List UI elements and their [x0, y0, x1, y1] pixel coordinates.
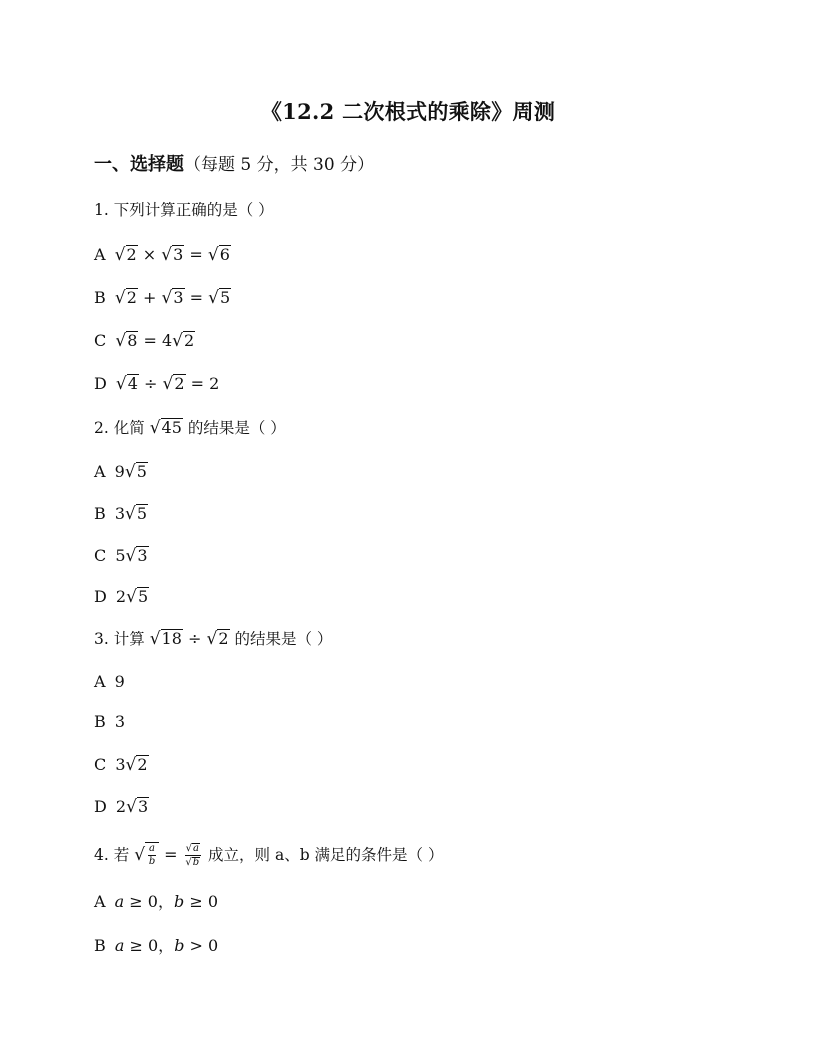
coefficient: 2 [115, 587, 127, 606]
operator: = [189, 245, 203, 264]
operator: ÷ [144, 374, 158, 393]
option-letter: C [94, 755, 107, 774]
option-letter: D [94, 797, 107, 816]
page-title: 《12.2 二次根式的乘除》周测 [260, 99, 556, 124]
option-letter: B [94, 712, 106, 731]
sqrt-symbol: √ [125, 546, 137, 566]
option-letter: B [94, 288, 106, 307]
sqrt-symbol: √ [125, 504, 136, 524]
q3-option-b [94, 714, 125, 730]
operator: × [142, 245, 157, 264]
sqrt-symbol: √ [149, 418, 161, 438]
radicand: 2 [184, 331, 195, 350]
question-number: 1. [94, 201, 109, 219]
sqrt-symbol: √ [206, 629, 218, 649]
condition-b: ≥ 0 [189, 892, 218, 911]
numerator: a [149, 843, 155, 854]
question-2 [94, 418, 286, 437]
radicand: 3 [137, 797, 149, 816]
q4-option-b [94, 938, 218, 954]
operator: + [142, 288, 157, 307]
question-number: 3. [94, 630, 109, 648]
question-4 [94, 842, 443, 868]
question-text-pre: 化简 [113, 419, 145, 437]
question-number: 2. [94, 419, 109, 437]
radicand: 2 [218, 629, 229, 648]
denominator: b [192, 857, 200, 868]
sqrt-symbol: √ [115, 331, 127, 351]
radicand: 5 [136, 504, 148, 523]
radicand: 5 [136, 462, 147, 481]
q3-option-c [94, 755, 149, 774]
question-text-pre: 若 [113, 846, 130, 864]
option-letter: A [94, 462, 106, 481]
sqrt-symbol: √ [134, 845, 146, 865]
radicand: 5 [219, 288, 231, 307]
option-value: 9 [114, 672, 125, 691]
sqrt-symbol: √ [115, 374, 127, 394]
sqrt-symbol: √ [114, 245, 126, 265]
option-letter: C [94, 546, 107, 565]
option-letter: C [94, 331, 107, 350]
q2-option-d [94, 587, 149, 606]
q1-option-b [94, 288, 231, 307]
option-letter: A [94, 672, 106, 691]
denominator: b [148, 856, 156, 867]
q2-option-c [94, 546, 149, 565]
question-1 [94, 203, 274, 219]
option-letter: B [94, 936, 106, 955]
sqrt-symbol: √ [114, 288, 126, 308]
section-heading [94, 150, 374, 176]
radicand: 2 [126, 245, 137, 264]
q1-option-d [94, 374, 219, 393]
option-letter: D [94, 374, 107, 393]
sqrt-symbol: √ [185, 857, 192, 868]
option-letter: D [94, 587, 107, 606]
q3-option-a [94, 674, 125, 690]
q1-option-c [94, 331, 195, 350]
section-scoring-note: （每题 5 分，共 30 分） [184, 155, 375, 175]
condition-formula [134, 843, 208, 868]
option-letter: A [94, 245, 106, 264]
option-value: 3 [114, 712, 126, 731]
coefficient: 3 [115, 755, 126, 774]
radicand: 18 [161, 629, 182, 648]
fraction-sqrt-a-over-sqrt-b [185, 843, 201, 868]
sqrt-symbol: √ [162, 374, 174, 394]
sqrt-symbol: √ [161, 288, 173, 308]
option-letter: A [94, 892, 106, 911]
radicand: 4 [127, 374, 138, 393]
sqrt-symbol: √ [208, 288, 219, 308]
operator: = [164, 845, 178, 864]
question-text-post: 的结果是（ ） [234, 630, 333, 648]
sqrt-symbol: √ [149, 629, 161, 649]
condition-a: ≥ 0 [129, 892, 158, 911]
radicand: 3 [137, 546, 148, 565]
question-text-pre: 计算 [113, 630, 145, 648]
q2-option-a [94, 462, 148, 481]
question-text-post: 成立，则 a、b 满足的条件是（ ） [208, 846, 444, 864]
radicand: 6 [219, 245, 230, 264]
radicand: 45 [161, 418, 182, 437]
fraction-a-over-b [148, 844, 156, 867]
question-text-post: 的结果是（ ） [187, 419, 286, 437]
radicand: 8 [127, 331, 138, 350]
variable-a: a [114, 936, 125, 955]
sqrt-symbol: √ [124, 462, 136, 482]
coefficient: 9 [114, 462, 125, 481]
operator: = [143, 331, 157, 350]
sqrt-symbol: √ [125, 755, 137, 775]
variable-b: b [173, 892, 185, 911]
sqrt-symbol: √ [207, 245, 219, 265]
condition-b: > 0 [189, 936, 219, 955]
operator: ÷ [187, 629, 202, 648]
sqrt-symbol: √ [185, 843, 192, 854]
variable-a: a [114, 892, 125, 911]
condition-a: ≥ 0 [129, 936, 159, 955]
radicand: 2 [126, 288, 137, 307]
result-value: 2 [209, 374, 220, 393]
radicand: 2 [137, 755, 148, 774]
coefficient: 3 [114, 504, 126, 523]
radicand: 3 [173, 288, 184, 307]
separator: ， [158, 936, 175, 955]
question-number: 4. [94, 846, 109, 864]
sqrt-symbol: √ [126, 797, 137, 817]
coefficient: 4 [161, 331, 173, 350]
q3-option-d [94, 797, 149, 816]
variable-b: b [174, 936, 185, 955]
question-3 [94, 629, 332, 648]
numerator: a [192, 843, 199, 854]
operator: = [190, 374, 205, 393]
separator: ， [157, 892, 174, 911]
q4-option-a [94, 894, 218, 910]
sqrt-symbol: √ [161, 245, 173, 265]
radicand: 2 [174, 374, 185, 393]
coefficient: 5 [115, 546, 126, 565]
section-title: 一、选择题 [94, 154, 184, 175]
operator: = [189, 288, 204, 307]
question-text: 下列计算正确的是（ ） [113, 201, 274, 219]
option-letter: B [94, 504, 106, 523]
q2-option-b [94, 504, 148, 523]
q1-option-a [94, 245, 231, 264]
coefficient: 2 [115, 797, 127, 816]
radicand: 3 [173, 245, 184, 264]
sqrt-symbol: √ [172, 331, 183, 351]
sqrt-symbol: √ [126, 587, 137, 607]
radicand: 5 [137, 587, 149, 606]
